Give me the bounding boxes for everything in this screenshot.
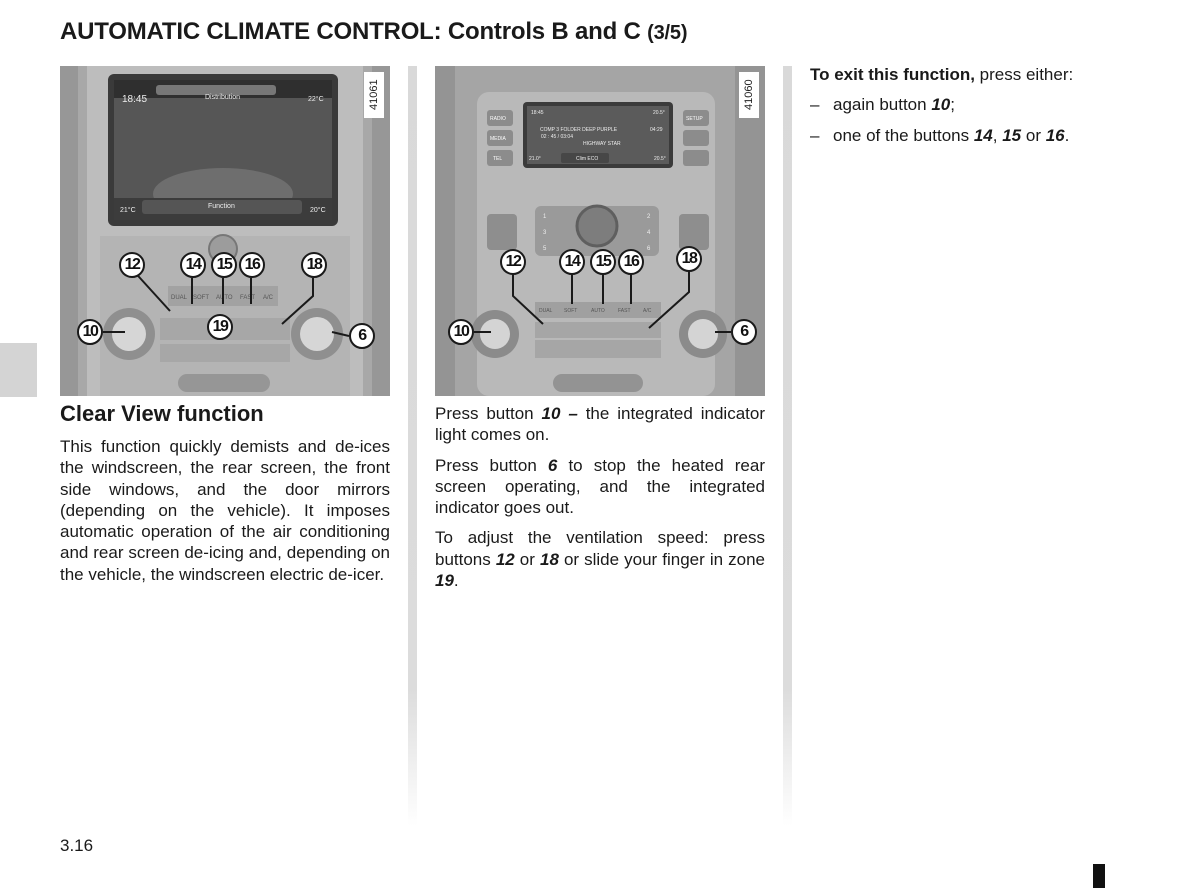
screen-temp-left-bottom: 21.0° <box>529 156 541 162</box>
btn-label-soft: SOFT <box>564 308 578 314</box>
callout-10: 10 <box>77 319 103 345</box>
screen-temp-right: 22°C <box>308 96 324 103</box>
btn-label-dual: DUAL <box>171 295 188 301</box>
page-title-text: AUTOMATIC CLIMATE CONTROL: Controls B and C <box>60 18 641 45</box>
keypad-2: 2 <box>647 214 651 220</box>
callout-14: 14 <box>180 252 206 278</box>
side-btn-radio: RADIO <box>490 116 506 122</box>
callout-12: 12 <box>119 252 145 278</box>
side-btn-setup: SETUP <box>686 116 703 122</box>
btn-label-ac: A/C <box>263 295 274 301</box>
screen-time: 18:45 <box>531 110 544 116</box>
screen-function-label: Function <box>208 203 235 210</box>
keypad-5: 5 <box>543 246 547 252</box>
screen-track-line2: 02 : 45 / 03:04 <box>541 134 573 140</box>
dashboard-illustration-c <box>435 66 765 396</box>
exit-function-intro: To exit this function, press either: <box>810 65 1074 84</box>
screen-track-line3: HIGHWAY STAR <box>583 141 621 147</box>
screen-time: 18:45 <box>122 94 148 105</box>
dashboard-illustration-b <box>60 66 390 396</box>
column-divider-1 <box>408 66 417 826</box>
screen-temp-right-bottom: 20°C <box>310 207 326 214</box>
callout-15: 15 <box>211 252 237 278</box>
callout-18: 18 <box>301 252 327 278</box>
chapter-tab <box>0 343 37 397</box>
section-heading: Clear View function <box>60 401 264 426</box>
keypad-6: 6 <box>647 246 651 252</box>
btn-label-dual: DUAL <box>539 308 553 314</box>
keypad-3: 3 <box>543 230 547 236</box>
callout-6: 6 <box>349 323 375 349</box>
side-btn-media: MEDIA <box>490 136 506 142</box>
keypad-1: 1 <box>543 214 547 220</box>
screen-track-time: 04:29 <box>650 127 663 133</box>
figure-reference-number: 41061 <box>364 72 384 118</box>
screen-temp-right: 20.5° <box>653 110 665 116</box>
callout-16: 16 <box>618 249 644 275</box>
callout-18: 18 <box>676 246 702 272</box>
screen-mode-label: Clim ECO <box>576 156 599 162</box>
side-btn-tel: TEL <box>493 156 503 162</box>
figure-reference-number: 41060 <box>739 72 759 118</box>
list-item: – one of the buttons 14, 15 or 16. <box>810 125 1070 145</box>
callout-16: 16 <box>239 252 265 278</box>
page-part-indicator: (3/5) <box>647 22 688 44</box>
page-number: 3.16 <box>60 836 94 855</box>
callout-10: 10 <box>448 319 474 345</box>
instruction-activate: Press button 10 – the integrated indicator light comes on. <box>435 404 765 445</box>
instruction-ventilation-speed: To adjust the ventilation speed: press buttons 12 or 18 or slide your finger in zone 19. <box>435 528 766 591</box>
callout-15: 15 <box>590 249 616 275</box>
btn-label-fast: FAST <box>240 295 256 301</box>
list-item: – again button 10; <box>810 95 955 115</box>
callout-6: 6 <box>731 319 757 345</box>
figure-controls-b <box>60 66 390 396</box>
callout-14: 14 <box>559 249 585 275</box>
keypad-4: 4 <box>647 230 651 236</box>
btn-label-ac: A/C <box>643 308 652 314</box>
column-divider-2 <box>783 66 792 826</box>
screen-track-line1: COMP 3 FOLDER DEEP PURPLE <box>540 127 618 133</box>
instruction-heated-rear-screen: Press button 6 to stop the heated rear screen operating, and the integrated indicator goes out. <box>435 455 765 518</box>
screen-temp-right-bottom: 20.5° <box>654 156 666 162</box>
btn-label-auto: AUTO <box>591 308 605 314</box>
column-2-text <box>435 403 765 600</box>
btn-label-fast: FAST <box>618 308 631 314</box>
clear-view-description: This function quickly demists and de-ices the windscreen, the rear screen, the front side windows, and the door mirrors (depending on the vehicle). It imposes automatic operation of the air conditioning and rear screen de-icing and, depending on the vehicle, the windscreen electric de-icer. <box>60 437 390 584</box>
page-edge-marker <box>1093 864 1105 888</box>
callout-12: 12 <box>500 249 526 275</box>
callout-19: 19 <box>207 314 233 340</box>
screen-temp-left-bottom: 21°C <box>120 207 136 214</box>
screen-mode: Distribution <box>205 94 241 101</box>
btn-label-auto: AUTO <box>216 295 233 301</box>
page-title <box>60 18 687 46</box>
btn-label-soft: SOFT <box>193 295 209 301</box>
figure-controls-c <box>435 66 765 396</box>
column-3-text <box>810 64 1140 155</box>
